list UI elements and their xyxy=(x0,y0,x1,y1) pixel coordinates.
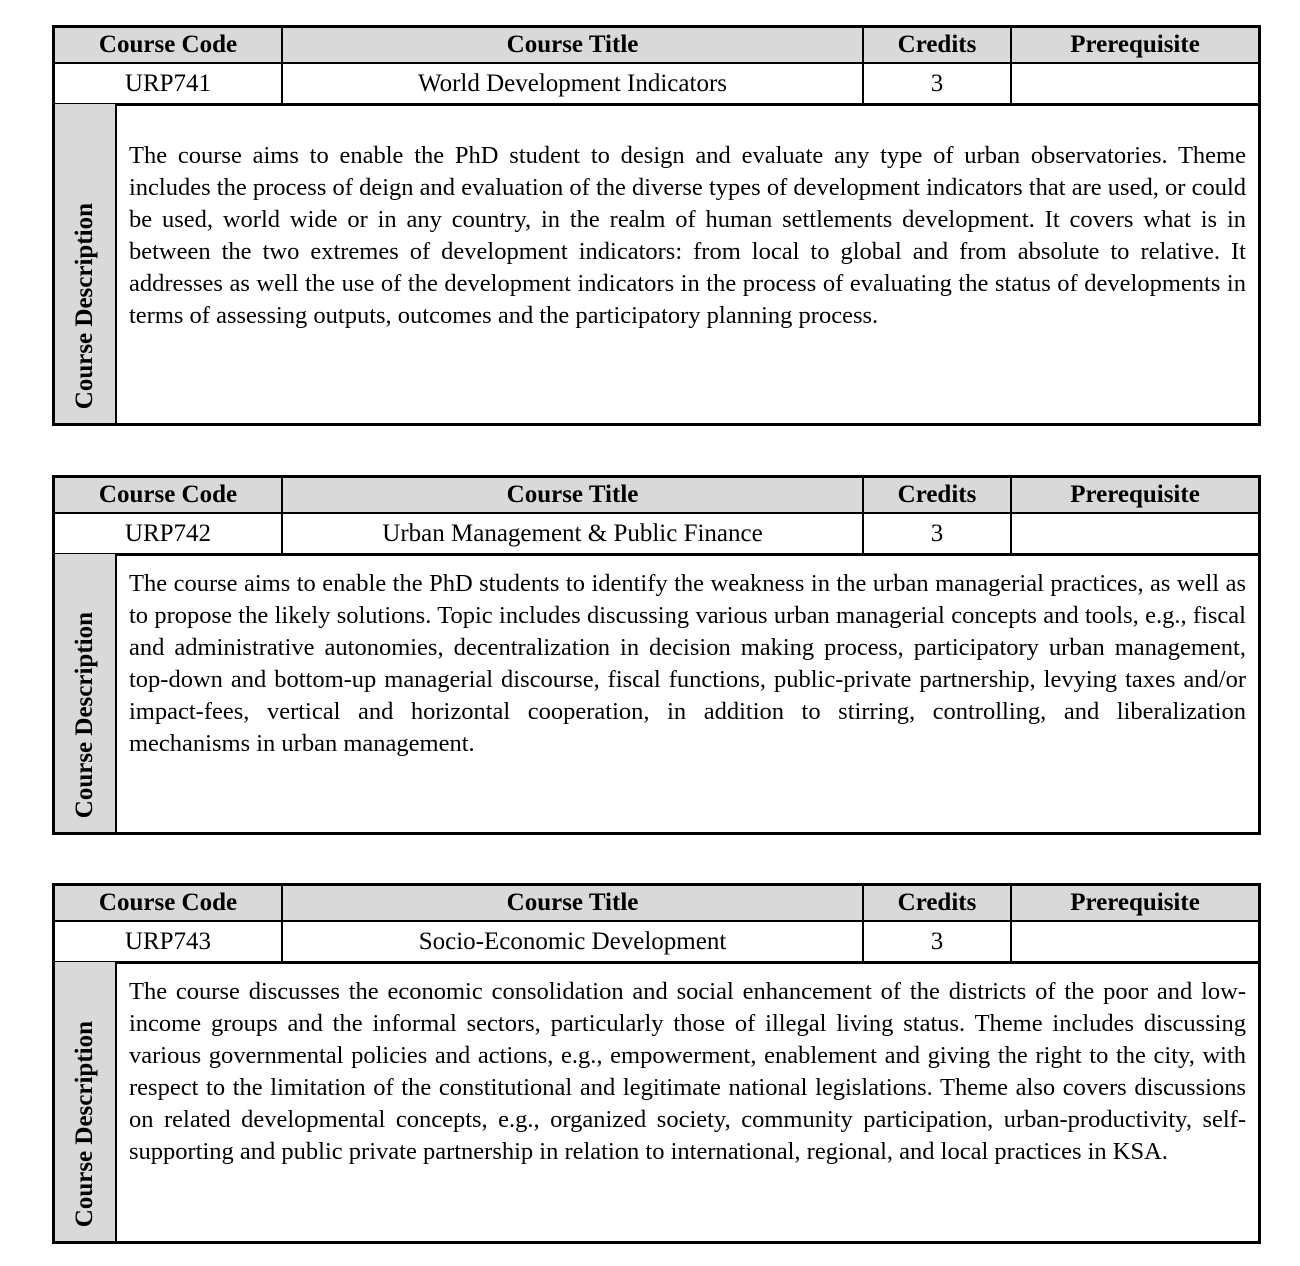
course-title: Urban Management & Public Finance xyxy=(283,514,864,553)
course-credits: 3 xyxy=(864,922,1012,961)
description-section xyxy=(55,554,1258,832)
course-title-header: Course Title xyxy=(283,478,864,512)
description-label-cell xyxy=(55,554,117,832)
course-info-row xyxy=(55,514,1258,556)
description-section xyxy=(55,962,1258,1241)
course-info-row xyxy=(55,64,1258,106)
course-credits: 3 xyxy=(864,514,1012,553)
course-table-urp742 xyxy=(52,475,1261,835)
course-info-row xyxy=(55,922,1258,964)
header-row xyxy=(55,28,1258,64)
course-title: Socio-Economic Development xyxy=(283,922,864,961)
prerequisite-header: Prerequisite xyxy=(1070,481,1200,508)
course-code: URP742 xyxy=(55,514,283,553)
header-row xyxy=(55,886,1258,922)
course-code: URP743 xyxy=(55,922,283,961)
description-label: Course Description xyxy=(71,1020,98,1227)
course-description: The course aims to enable the PhD student to design and evaluate any type of urban observatories. Theme includes the process of deign and evaluation of the diverse types of development indicators that are used, or could be used, world wide or in any country, in the realm of human settlements development. It covers what is in between the two extremes of development indicators: from local to global and from absolute to relative. It addresses as well the use of the development indicators in the process of evaluating the status of developments in terms of assessing outputs, outcomes and the participatory planning process. xyxy=(129,142,1246,329)
course-title: World Development Indicators xyxy=(283,64,864,103)
course-code-header: Course Code xyxy=(55,886,283,920)
credits-header: Credits xyxy=(864,478,1012,512)
course-description: The course aims to enable the PhD students to identify the weakness in the urban managerial practices, as well as to propose the likely solutions. Topic includes discussing various urban managerial concepts and tools, e.g., fiscal and administrative autonomies, decentralization in decision making process, participatory urban management, top-down and bottom-up managerial discourse, fiscal functions, public-private partnership, levying taxes and/or impact-fees, vertical and horizontal cooperation, in addition to stirring, controlling, and liberalization mechanisms in urban management. xyxy=(129,570,1246,757)
description-label-cell xyxy=(55,962,117,1241)
course-code: URP741 xyxy=(55,64,283,103)
description-section xyxy=(55,104,1258,423)
credits-header: Credits xyxy=(864,28,1012,62)
credits-header: Credits xyxy=(864,886,1012,920)
course-title-header: Course Title xyxy=(283,886,864,920)
course-prerequisite xyxy=(1012,922,1258,961)
course-table-urp743 xyxy=(52,883,1261,1244)
course-prerequisite xyxy=(1012,64,1258,103)
course-prerequisite xyxy=(1012,514,1258,553)
prerequisite-header: Prerequisite xyxy=(1070,31,1200,58)
course-credits: 3 xyxy=(864,64,1012,103)
course-code-header: Course Code xyxy=(55,28,283,62)
course-description: The course discusses the economic consolidation and social enhancement of the districts of the poor and low-income groups and the informal sectors, particularly those of illegal living status. Theme includes discussing various governmental policies and actions, e.g., empowerment, enablement and giving the right to the city, with respect to the limitation of the constitutional and legitimate national legislations. Theme also covers discussions on related developmental concepts, e.g., organized society, community participation, urban-productivity, self-supporting and public private partnership in relation to international, regional, and local practices in KSA. xyxy=(129,978,1246,1165)
description-label-cell xyxy=(55,104,117,423)
course-table-urp741 xyxy=(52,25,1261,426)
description-label: Course Description xyxy=(71,202,98,409)
prerequisite-header: Prerequisite xyxy=(1070,889,1200,916)
header-row xyxy=(55,478,1258,514)
course-code-header: Course Code xyxy=(55,478,283,512)
course-title-header: Course Title xyxy=(283,28,864,62)
description-label: Course Description xyxy=(71,611,98,818)
